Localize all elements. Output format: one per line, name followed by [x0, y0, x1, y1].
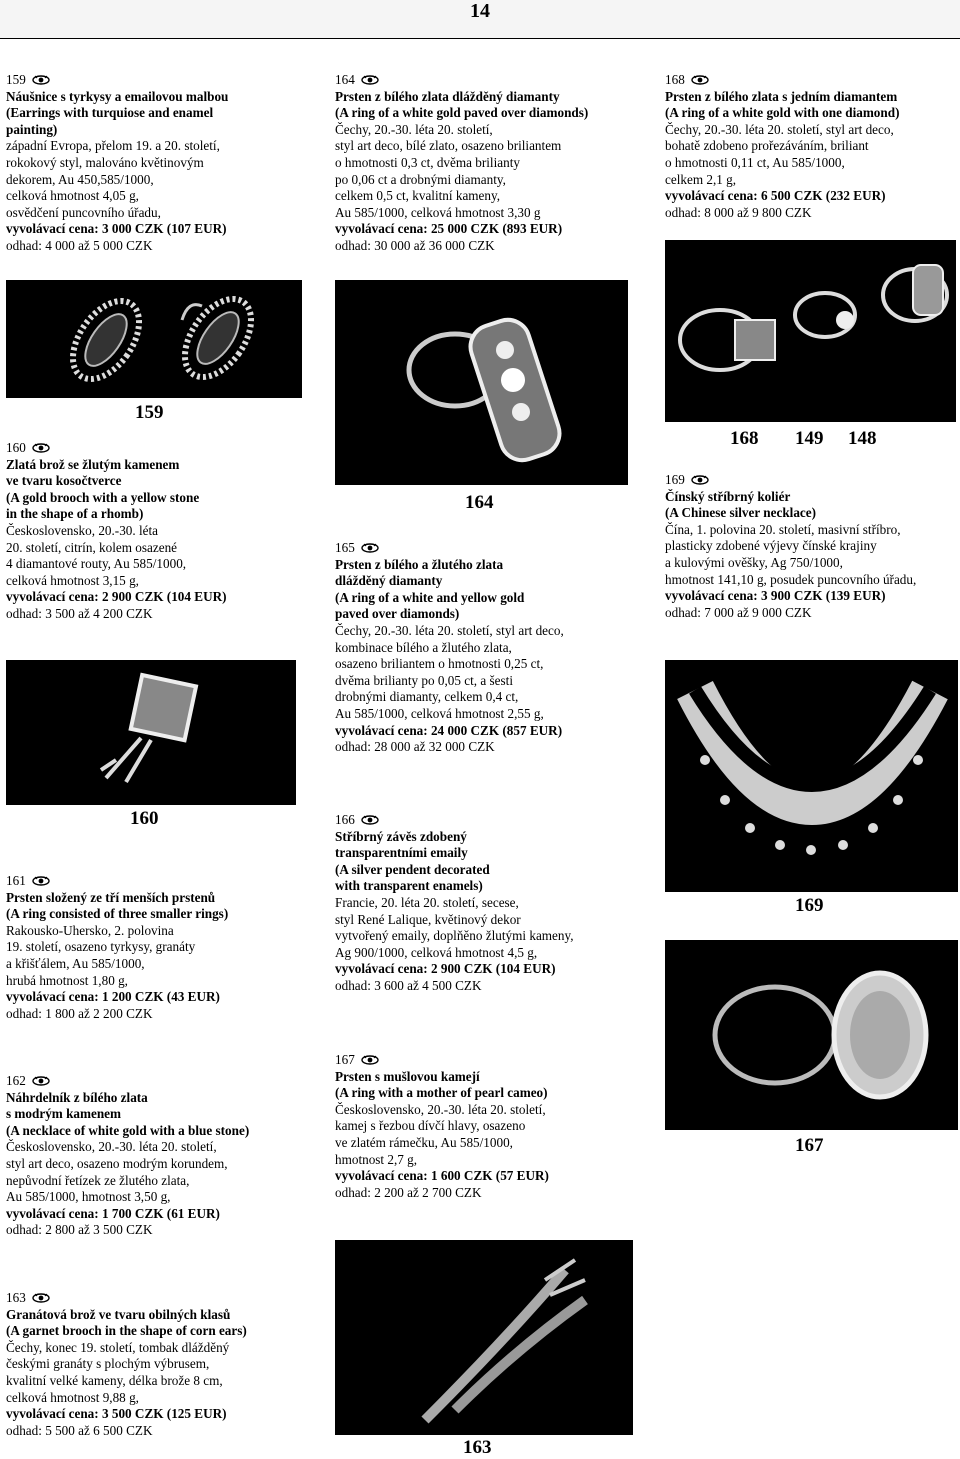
lot-line: drobnými diamanty, celkem 0,4 ct,	[335, 689, 519, 705]
lot-line: celkem 2,1 g,	[665, 171, 737, 187]
eye-icon	[32, 876, 50, 886]
lot-line: rokokový styl, malováno květinovým	[6, 154, 204, 170]
eye-icon	[361, 543, 379, 553]
photo-cameo-ring-167	[665, 940, 958, 1130]
lot-line: Československo, 20.-30. léta 20. století,	[335, 1101, 546, 1117]
lot-line: osvědčení puncovního úřadu,	[6, 204, 161, 220]
lot-line: po 0,06 ct a drobnými diamanty,	[335, 171, 506, 187]
lot-line-bold: vyvolávací cena: 1 200 CZK (43 EUR)	[6, 989, 220, 1005]
lot-line-bold: Zlatá brož se žlutým kamenem	[6, 456, 180, 472]
lot-number-row	[6, 1073, 306, 1090]
lot-line-bold: transparentními emaily	[335, 845, 468, 861]
lot-line: odhad: 3 600 až 4 500 CZK	[335, 977, 482, 993]
lot-line-bold: (A garnet brooch in the shape of corn ears)	[6, 1323, 247, 1339]
lot-line: odhad: 8 000 až 9 800 CZK	[665, 204, 812, 220]
caption-163: 163	[463, 1437, 492, 1458]
lot-line: odhad: 1 800 až 2 200 CZK	[6, 1005, 153, 1021]
eye-icon	[32, 443, 50, 453]
caption-159: 159	[135, 402, 164, 423]
lot-number: 160	[6, 440, 26, 455]
lot-line-bold: Stříbrný závěs zdobený	[335, 828, 467, 844]
lot-line: Au 585/1000, celková hmotnost 3,30 g	[335, 204, 541, 220]
lot-number-row	[6, 1290, 306, 1307]
lot-number-row	[335, 1052, 635, 1069]
lot-line-bold: (Earrings with turquiose and enamel	[6, 105, 214, 121]
lot-line-bold: dlážděný diamanty	[335, 573, 443, 589]
lot-line: hmotnost 141,10 g, posudek puncovního úřadu,	[665, 571, 917, 587]
lot-line: a křišťálem, Au 585/1000,	[6, 955, 145, 971]
lot-line-bold: paved over diamonds)	[335, 606, 460, 622]
lot-line-bold: vyvolávací cena: 3 900 CZK (139 EUR)	[665, 588, 886, 604]
lot-number-row	[6, 873, 306, 890]
lot-line: Au 585/1000, celková hmotnost 2,55 g,	[335, 705, 544, 721]
lot-line-bold: Náušnice s tyrkysy a emailovou malbou	[6, 88, 229, 104]
lot-number: 168	[665, 72, 685, 87]
lot-line-bold: vyvolávací cena: 3 000 CZK (107 EUR)	[6, 221, 227, 237]
caption-167: 167	[795, 1135, 824, 1156]
lot-line: styl René Lalique, květinový dekor	[335, 911, 521, 927]
lot-169-description	[665, 472, 955, 621]
lot-line-bold: (A silver pendent decorated	[335, 861, 490, 877]
lot-167-description	[335, 1052, 635, 1201]
lot-line-bold: vyvolávací cena: 25 000 CZK (893 EUR)	[335, 221, 563, 237]
lot-168-description	[665, 72, 955, 221]
caption-164: 164	[465, 492, 494, 513]
lot-line: odhad: 7 000 až 9 000 CZK	[665, 604, 812, 620]
lot-line: styl art deco, bílé zlato, osazeno briliantem	[335, 138, 562, 154]
lot-line: vytvořený emaily, doplňěno žlutými kameny,	[335, 928, 574, 944]
lot-line-bold: Prsten z bílého zlata dlážděný diamanty	[335, 88, 560, 104]
lot-number: 166	[335, 812, 355, 827]
lot-line: českými granáty s plochým výbrusem,	[6, 1356, 210, 1372]
page-number: 14	[470, 0, 490, 22]
caption-148: 148	[848, 428, 877, 449]
lot-line: Čechy, konec 19. století, tombak dlážděný	[6, 1339, 230, 1355]
lot-line: odhad: 30 000 až 36 000 CZK	[335, 237, 495, 253]
lot-line: Au 585/1000, hmotnost 3,50 g,	[6, 1189, 171, 1205]
lot-line-bold: (A ring of a white gold paved over diamonds)	[335, 105, 589, 121]
lot-line: plasticky zdobené výjevy čínské krajiny	[665, 538, 877, 554]
lot-line: bohatě zdobeno prořezáváním, briliant	[665, 138, 869, 154]
lot-line-bold: vyvolávací cena: 6 500 CZK (232 EUR)	[665, 188, 886, 204]
lot-number: 159	[6, 72, 26, 87]
lot-number: 162	[6, 1073, 26, 1088]
lot-line-bold: (A gold brooch with a yellow stone	[6, 489, 200, 505]
lot-162-description	[6, 1073, 306, 1239]
photo-earrings-159	[6, 280, 302, 398]
lot-line: 4 diamantové routy, Au 585/1000,	[6, 556, 187, 572]
lot-line: dekorem, Au 450,585/1000,	[6, 171, 154, 187]
lot-line: odhad: 2 800 až 3 500 CZK	[6, 1222, 153, 1238]
lot-165-description	[335, 540, 635, 756]
lot-line: celková hmotnost 3,15 g,	[6, 572, 139, 588]
eye-icon	[32, 75, 50, 85]
lot-line: odhad: 5 500 až 6 500 CZK	[6, 1422, 153, 1438]
lot-line: Čechy, 20.-30. léta 20. století, styl art deco,	[665, 121, 894, 137]
lot-number-row	[665, 472, 955, 489]
lot-number: 169	[665, 472, 685, 487]
lot-161-description	[6, 873, 306, 1022]
lot-line: 20. století, citrín, kolem osazené	[6, 539, 178, 555]
lot-159-description	[6, 72, 306, 255]
lot-line: styl art deco, osazeno modrým korundem,	[6, 1155, 228, 1171]
lot-line: ve zlatém rámečku, Au 585/1000,	[335, 1134, 513, 1150]
lot-line-bold: Prsten s mušlovou kamejí	[335, 1068, 480, 1084]
lot-line-bold: Prsten složený ze tří menších prstenů	[6, 889, 216, 905]
lot-line-bold: s modrým kamenem	[6, 1106, 122, 1122]
lot-line: nepůvodní řetízek ze žlutého zlata,	[6, 1172, 190, 1188]
lot-line-bold: vyvolávací cena: 3 500 CZK (125 EUR)	[6, 1406, 227, 1422]
lot-line: Rakousko-Uhersko, 2. polovina	[6, 922, 174, 938]
lot-line-bold: vyvolávací cena: 1 700 CZK (61 EUR)	[6, 1205, 220, 1221]
lot-line-bold: (A necklace of white gold with a blue stone)	[6, 1122, 250, 1138]
lot-line: odhad: 4 000 až 5 000 CZK	[6, 237, 153, 253]
eye-icon	[361, 815, 379, 825]
page-number-bar	[0, 0, 960, 39]
lot-line: Československo, 20.-30. léta 20. století,	[6, 1139, 217, 1155]
photo-corn-brooch-163	[335, 1240, 633, 1435]
photo-brooch-160	[6, 660, 296, 805]
lot-number-row	[335, 72, 635, 89]
lot-line: osazeno briliantem o hmotnosti 0,25 ct,	[335, 656, 544, 672]
eye-icon	[361, 75, 379, 85]
caption-160: 160	[130, 808, 159, 829]
lot-163-description	[6, 1290, 306, 1439]
lot-line: celková hmotnost 9,88 g,	[6, 1389, 139, 1405]
lot-line-bold: with transparent enamels)	[335, 878, 483, 894]
lot-line: západní Evropa, přelom 19. a 20. století,	[6, 138, 220, 154]
lot-line: kamej s řezbou dívčí hlavy, osazeno	[335, 1118, 526, 1134]
lot-line-bold: Čínský stříbrný koliér	[665, 488, 791, 504]
photo-necklace-169	[665, 660, 958, 892]
lot-line-bold: (A ring consisted of three smaller rings)	[6, 906, 229, 922]
caption-149: 149	[795, 428, 824, 449]
lot-line: celková hmotnost 4,05 g,	[6, 188, 139, 204]
photo-rings-168-149-148	[665, 240, 956, 422]
lot-line-bold: (A Chinese silver necklace)	[665, 505, 817, 521]
lot-line: 19. století, osazeno tyrkysy, granáty	[6, 939, 196, 955]
lot-line-bold: vyvolávací cena: 2 900 CZK (104 EUR)	[335, 961, 556, 977]
caption-168: 168	[730, 428, 759, 449]
lot-line-bold: Prsten z bílého a žlutého zlata	[335, 556, 504, 572]
lot-number-row	[6, 440, 306, 457]
lot-164-description	[335, 72, 635, 255]
lot-line: Československo, 20.-30. léta	[6, 522, 159, 538]
lot-line: Čína, 1. polovina 20. století, masivní stříbro,	[665, 521, 901, 537]
lot-line: dvěma brilianty po 0,05 ct, a šesti	[335, 672, 513, 688]
lot-number-row	[335, 540, 635, 557]
lot-number: 167	[335, 1052, 355, 1067]
lot-line: Francie, 20. léta 20. století, secese,	[335, 894, 519, 910]
lot-number: 165	[335, 540, 355, 555]
lot-line-bold: (A ring of a white gold with one diamond)	[665, 105, 900, 121]
lot-line-bold: vyvolávací cena: 24 000 CZK (857 EUR)	[335, 722, 563, 738]
lot-line-bold: ve tvaru kosočtverce	[6, 473, 122, 489]
eye-icon	[32, 1076, 50, 1086]
lot-line: o hmotnosti 0,11 ct, Au 585/1000,	[665, 154, 845, 170]
lot-line-bold: (A ring of a white and yellow gold	[335, 589, 525, 605]
lot-line-bold: painting)	[6, 121, 58, 137]
caption-169: 169	[795, 895, 824, 916]
eye-icon	[361, 1055, 379, 1065]
lot-line: odhad: 28 000 až 32 000 CZK	[335, 739, 495, 755]
lot-line-bold: Prsten z bílého zlata s jedním diamantem	[665, 88, 898, 104]
lot-number-row	[665, 72, 955, 89]
lot-line: celkem 0,5 ct, kvalitní kameny,	[335, 188, 501, 204]
lot-line: Čechy, 20.-30. léta 20. století,	[335, 121, 493, 137]
eye-icon	[691, 475, 709, 485]
lot-number: 161	[6, 873, 26, 888]
lot-line-bold: (A ring with a mother of pearl cameo)	[335, 1085, 548, 1101]
lot-line-bold: Náhrdelník z bílého zlata	[6, 1089, 148, 1105]
eye-icon	[691, 75, 709, 85]
lot-line: odhad: 3 500 až 4 200 CZK	[6, 605, 153, 621]
lot-line: kvalitní velké kameny, délka brože 8 cm,	[6, 1372, 223, 1388]
lot-line-bold: vyvolávací cena: 2 900 CZK (104 EUR)	[6, 589, 227, 605]
lot-line: Čechy, 20.-30. léta 20. století, styl art deco,	[335, 622, 564, 638]
lot-number: 164	[335, 72, 355, 87]
lot-number-row	[335, 812, 635, 829]
lot-number-row	[6, 72, 306, 89]
lot-line-bold: vyvolávací cena: 1 600 CZK (57 EUR)	[335, 1168, 549, 1184]
lot-line: Ag 900/1000, celková hmotnost 4,5 g,	[335, 944, 538, 960]
lot-number: 163	[6, 1290, 26, 1305]
lot-line: hmotnost 2,7 g,	[335, 1151, 418, 1167]
lot-line-bold: Granátová brož ve tvaru obilných klasů	[6, 1306, 231, 1322]
eye-icon	[32, 1293, 50, 1303]
lot-line: o hmotnosti 0,3 ct, dvěma brilianty	[335, 154, 520, 170]
lot-166-description	[335, 812, 635, 995]
lot-line-bold: in the shape of a rhomb)	[6, 506, 144, 522]
lot-line: hrubá hmotnost 1,80 g,	[6, 972, 128, 988]
lot-line: odhad: 2 200 až 2 700 CZK	[335, 1184, 482, 1200]
lot-160-description	[6, 440, 306, 623]
photo-ring-164	[335, 280, 628, 485]
lot-line: a kulovými ověšky, Ag 750/1000,	[665, 554, 843, 570]
lot-line: kombinace bílého a žlutého zlata,	[335, 639, 512, 655]
